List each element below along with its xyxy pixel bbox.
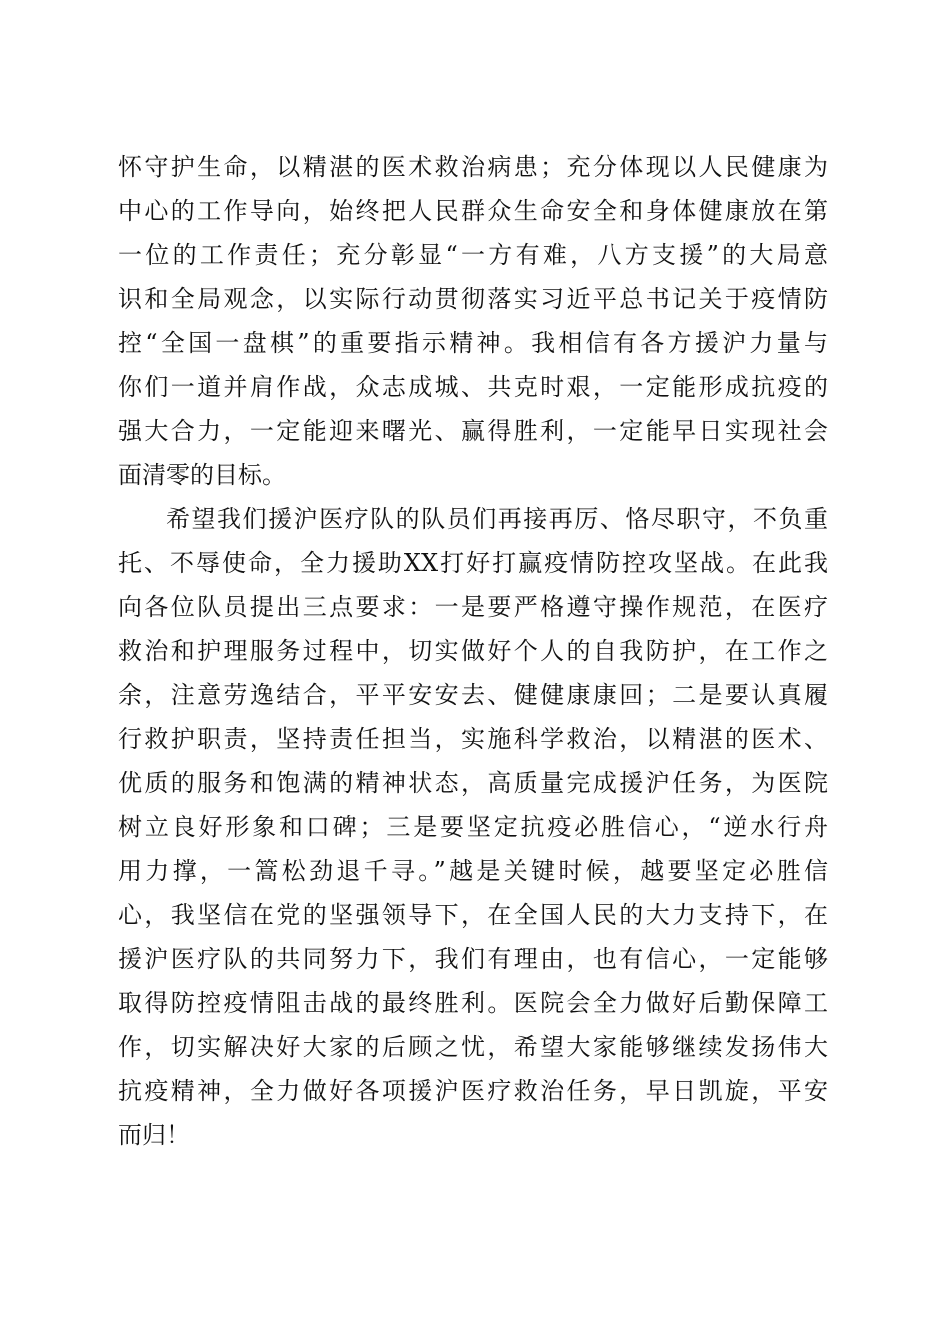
paragraph-line: 一位的工作责任；充分彰显“一方有难，八方支援”的大局意 xyxy=(118,241,828,269)
paragraph-line: 余，注意劳逸结合，平平安安去、健健康康回；二是要认真履 xyxy=(118,681,828,709)
paragraph-line: 强大合力，一定能迎来曙光、赢得胜利，一定能早日实现社会 xyxy=(118,417,828,445)
paragraph-line: 抗疫精神，全力做好各项援沪医疗救治任务，早日凯旋，平安 xyxy=(118,1077,828,1105)
paragraph-line: 取得防控疫情阻击战的最终胜利。医院会全力做好后勤保障工 xyxy=(118,989,828,1017)
paragraph-line: 救治和护理服务过程中，切实做好个人的自我防护，在工作之 xyxy=(118,637,828,665)
document-body xyxy=(118,145,828,1157)
paragraph-line: 托、不辱使命，全力援助XX打好打赢疫情防控攻坚战。在此我 xyxy=(118,549,828,577)
paragraph-line: 控“全国一盘棋”的重要指示精神。我相信有各方援沪力量与 xyxy=(118,329,828,357)
paragraph-line: 识和全局观念，以实际行动贯彻落实习近平总书记关于疫情防 xyxy=(118,285,828,313)
paragraph-1 xyxy=(118,145,828,497)
paragraph-line: 怀守护生命，以精湛的医术救治病患；充分体现以人民健康为 xyxy=(118,153,828,181)
paragraph-line: 用力撑，一篙松劲退千寻。”越是关键时候，越要坚定必胜信 xyxy=(118,857,828,885)
paragraph-line: 你们一道并肩作战，众志成城、共克时艰，一定能形成抗疫的 xyxy=(118,373,828,401)
paragraph-line: 树立良好形象和口碑；三是要坚定抗疫必胜信心，“逆水行舟 xyxy=(118,813,828,841)
paragraph-line: 心，我坚信在党的坚强领导下，在全国人民的大力支持下，在 xyxy=(118,901,828,929)
paragraph-line: 中心的工作导向，始终把人民群众生命安全和身体健康放在第 xyxy=(118,197,828,225)
paragraph-line: 作，切实解决好大家的后顾之忧，希望大家能够继续发扬伟大 xyxy=(118,1033,828,1061)
paragraph-line: 面清零的目标。 xyxy=(118,461,286,489)
paragraph-line: 援沪医疗队的共同努力下，我们有理由，也有信心，一定能够 xyxy=(118,945,828,973)
paragraph-line: 优质的服务和饱满的精神状态，高质量完成援沪任务，为医院 xyxy=(118,769,828,797)
paragraph-line: 向各位队员提出三点要求：一是要严格遵守操作规范，在医疗 xyxy=(118,593,828,621)
paragraph-line: 希望我们援沪医疗队的队员们再接再厉、恪尽职守，不负重 xyxy=(166,505,828,533)
paragraph-2 xyxy=(118,497,828,1157)
paragraph-line: 而归！ xyxy=(118,1121,190,1149)
paragraph-line: 行救护职责，坚持责任担当，实施科学救治，以精湛的医术、 xyxy=(118,725,828,753)
